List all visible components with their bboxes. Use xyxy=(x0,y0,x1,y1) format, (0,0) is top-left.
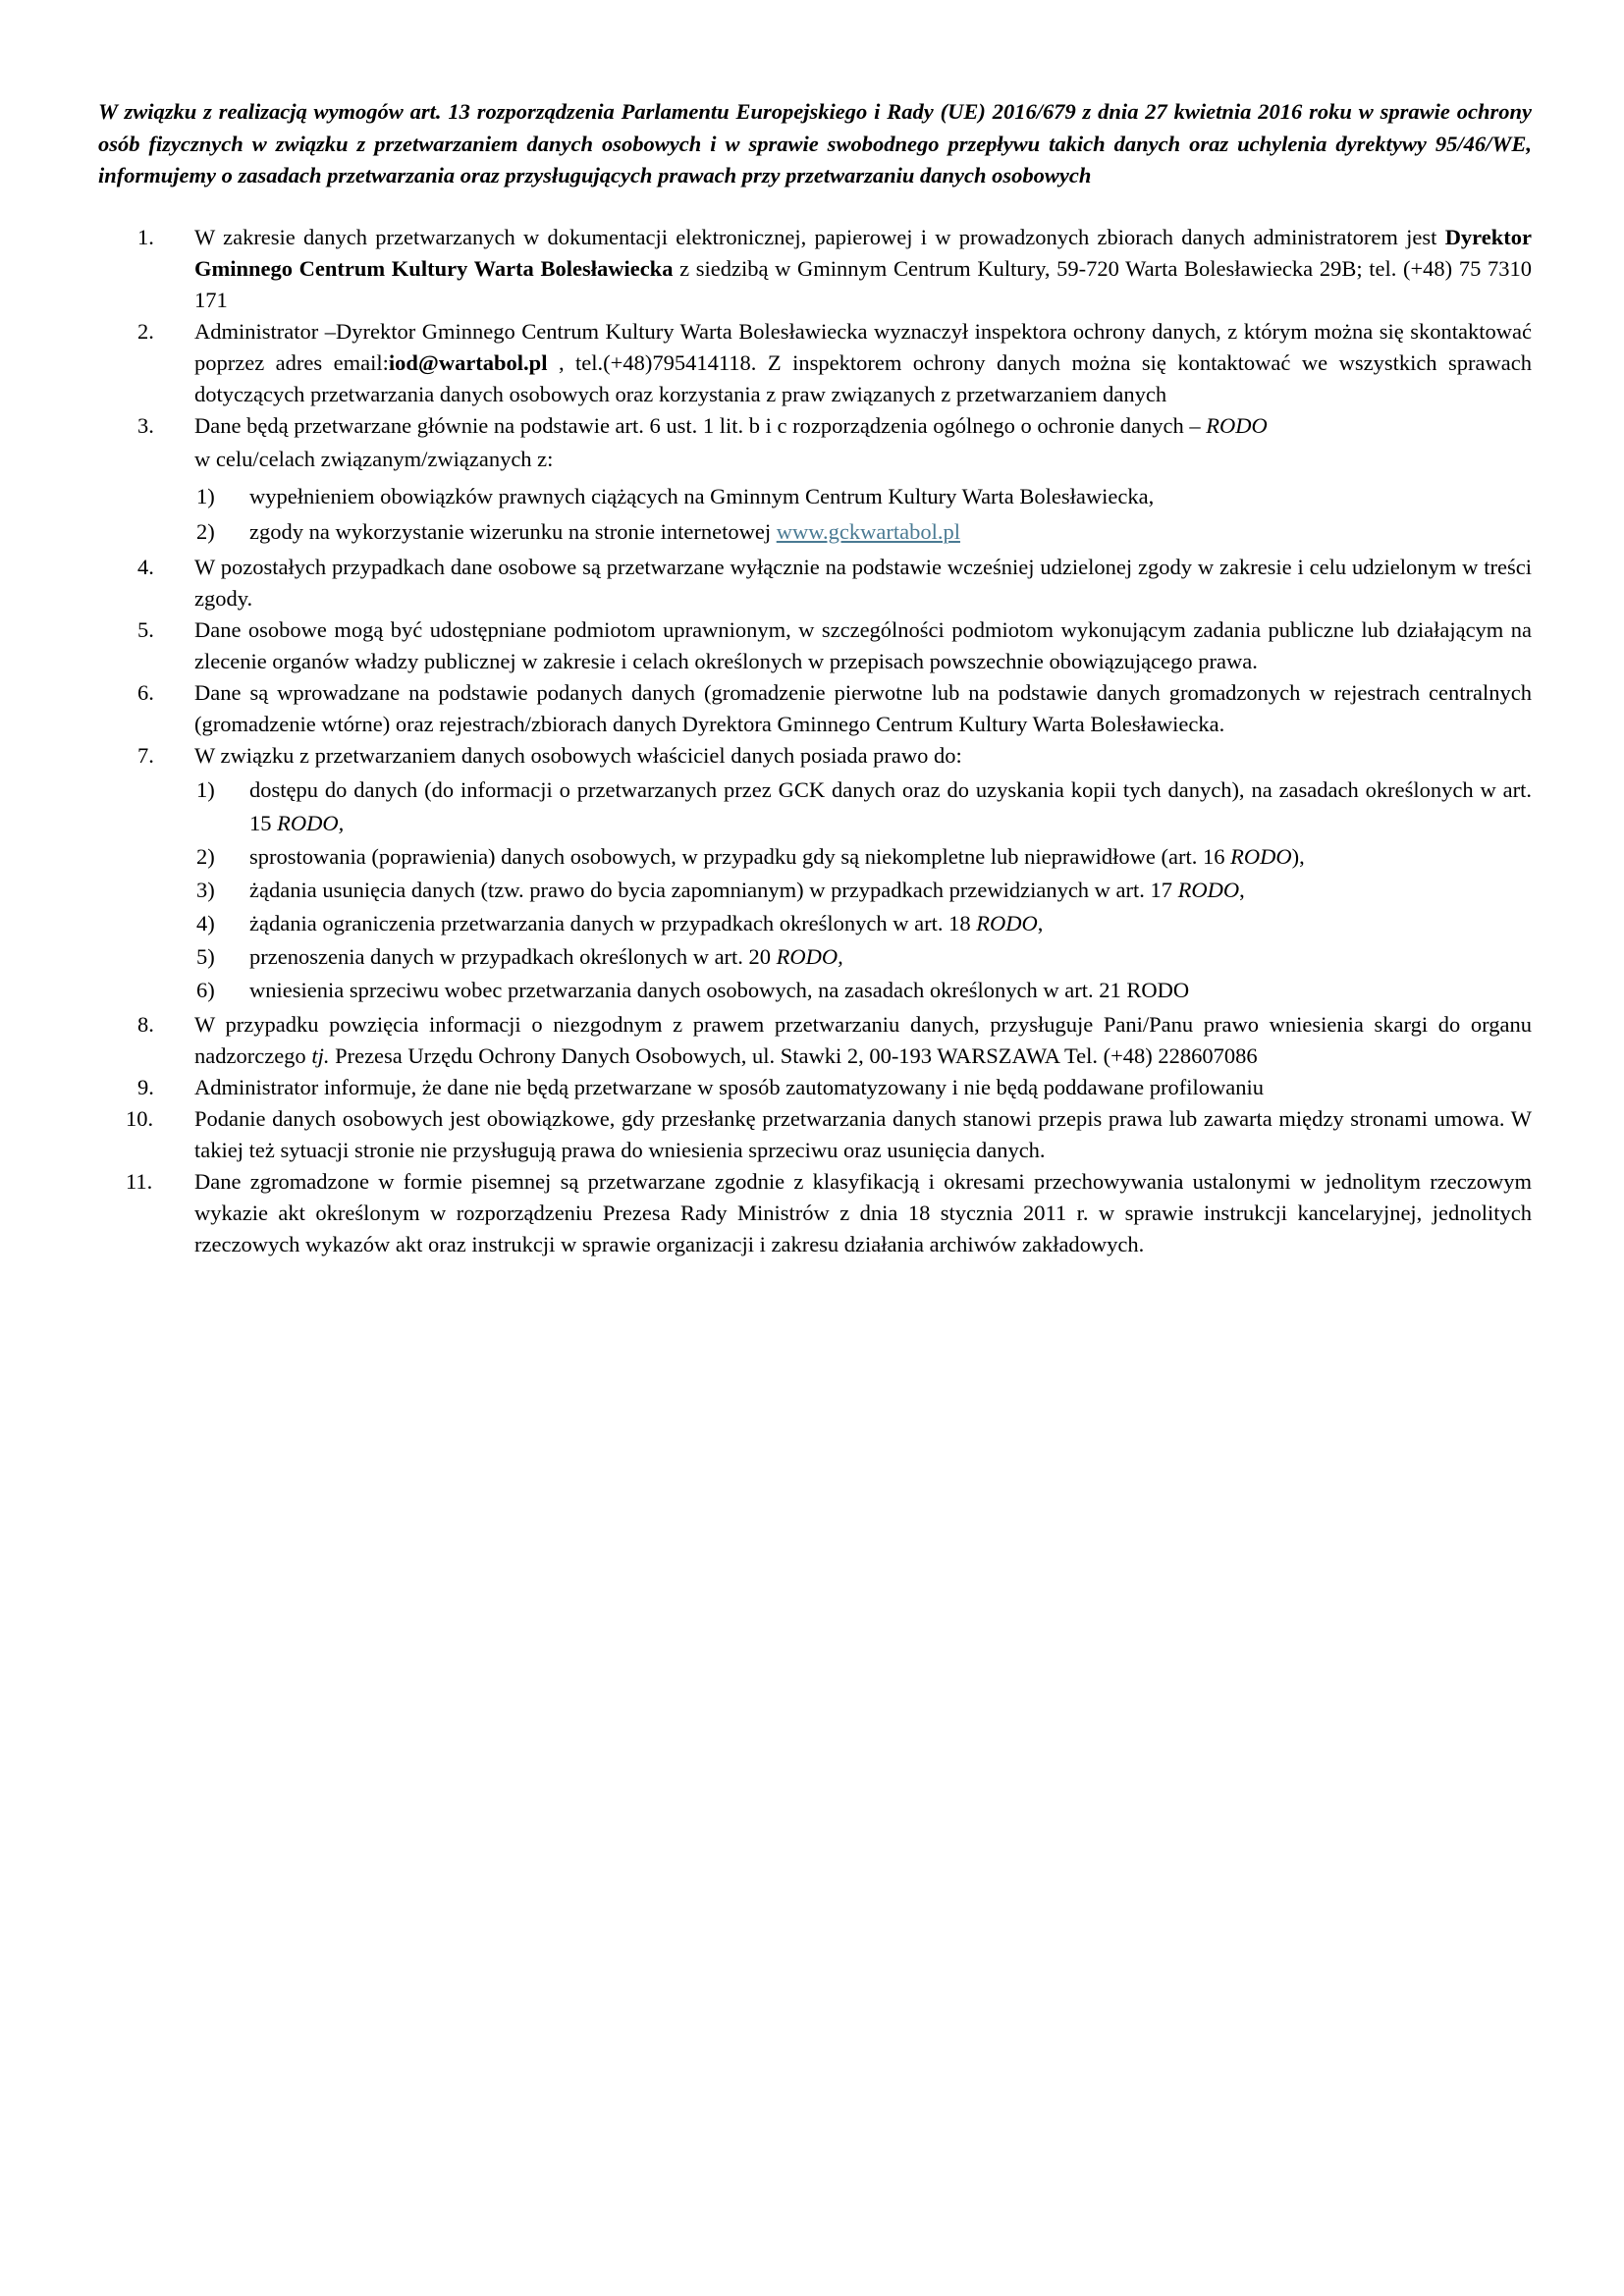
purpose-number: 1) xyxy=(196,483,215,508)
purpose-text: zgody na wykorzystanie wizerunku na stronie internetowej xyxy=(249,518,777,544)
right-item xyxy=(194,974,1532,1007)
administrator-name: Dyrektor Gminnego Centrum Kultury Warta Bolesławiecka xyxy=(194,224,1532,281)
clause-number: 2. xyxy=(137,318,154,344)
clause-text: Dane są wprowadzane na podstawie podanych danych (gromadzenie pierwotne lub na podstawie danych gromadzonych w rejestrach centralnych (gromadzenie wtórne) oraz rejestrach/zbiorach danych Dyrektora Gminnego Centrum Kultury Warta Bolesławiecka. xyxy=(194,679,1532,736)
clause-1 xyxy=(98,222,1532,316)
right-item xyxy=(194,907,1532,940)
right-item xyxy=(194,840,1532,874)
rodo-term: RODO xyxy=(1206,412,1268,438)
right-number: 1) xyxy=(196,776,215,802)
clause-number: 3. xyxy=(137,412,154,438)
clause-text: Prezesa Urzędu Ochrony Danych Osobowych, ul. Stawki 2, 00-193 WARSZAWA Tel. (+48) 228607086 xyxy=(329,1042,1258,1068)
abbreviation: tj. xyxy=(311,1042,330,1068)
clause-text: Administrator informuje, że dane nie będą przetwarzane w sposób zautomatyzowany i nie będą poddawane profilowaniu xyxy=(194,1074,1264,1099)
clause-text: z siedzibą w Gminnym Centrum Kultury, 59-720 Warta Bolesławiecka 29B; tel. (+48) 75 7310 171 xyxy=(194,255,1532,312)
purpose-item xyxy=(194,479,1532,514)
clause-text: Administrator –Dyrektor Gminnego Centrum Kultury Warta Bolesławiecka wyznaczył inspektora ochrony danych, z którym można się skontaktować poprzez adres email: xyxy=(194,318,1532,375)
purpose-number: 2) xyxy=(196,518,215,544)
right-item xyxy=(194,940,1532,974)
clause-text: W zakresie danych przetwarzanych w dokumentacji elektronicznej, papierowej i w prowadzonych zbiorach danych administratorem jest xyxy=(194,224,1445,249)
clause-number: 6. xyxy=(137,679,154,705)
right-text: wniesienia sprzeciwu wobec przetwarzania danych osobowych, na zasadach określonych w art. 21 RODO xyxy=(249,977,1190,1002)
clause-number: 4. xyxy=(137,554,154,579)
right-number: 2) xyxy=(196,843,215,869)
right-item xyxy=(194,874,1532,907)
clause-number: 8. xyxy=(137,1011,154,1037)
clause-list xyxy=(98,222,1532,1260)
right-text: żądania ograniczenia przetwarzania danych w przypadkach określonych w art. 18 xyxy=(249,910,977,935)
iod-email: iod@wartabol.pl xyxy=(388,349,548,375)
right-number: 5) xyxy=(196,943,215,969)
clause-number: 5. xyxy=(137,616,154,642)
clause-text: Podanie danych osobowych jest obowiązkowe, gdy przesłankę przetwarzania danych stanowi przepis prawa lub zawarta między stronami umowa. W takiej też sytuacji stronie nie przysługują prawa do wniesienia sprzeciwu oraz usunięcia danych. xyxy=(194,1105,1532,1162)
purpose-item xyxy=(194,514,1532,550)
clause-2 xyxy=(98,316,1532,410)
rights-list xyxy=(194,774,1532,1007)
clause-number: 11. xyxy=(126,1168,153,1194)
document-page xyxy=(98,96,1532,1260)
clause-4 xyxy=(98,552,1532,614)
intro-paragraph: W związku z realizacją wymogów art. 13 rozporządzenia Parlamentu Europejskiego i Rady (UE) 2016/679 z dnia 27 kwietnia 2016 roku w sprawie ochrony osób fizycznych w związku z przetwarzaniem danych osobowych i w sprawie swobodnego przepływu takich danych oraz uchylenia dyrektywy 95/46/WE, informujemy o zasadach przetwarzania oraz przysługujących prawach przy przetwarzaniu danych osobowych xyxy=(98,99,1532,187)
clause-7 xyxy=(98,740,1532,1007)
clause-10 xyxy=(98,1103,1532,1166)
right-text-suffix: ), xyxy=(1291,843,1305,869)
clause-3 xyxy=(98,410,1532,550)
clause-9 xyxy=(98,1072,1532,1103)
clause-text: Dane osobowe mogą być udostępniane podmiotom uprawnionym, w szczególności podmiotom wykonującym zadania publiczne lub działającym na zlecenie organów władzy publicznej w zakresie i celach określonych w przepisach powszechnie obowiązującego prawa. xyxy=(194,616,1532,673)
clause-11 xyxy=(98,1166,1532,1260)
right-item xyxy=(194,774,1532,840)
clause-text: Dane będą przetwarzane głównie na podstawie art. 6 ust. 1 lit. b i c rozporządzenia ogólnego o ochronie danych – xyxy=(194,412,1207,438)
purpose-list xyxy=(194,479,1532,550)
clause-text: W przypadku powzięcia informacji o niezgodnym z prawem przetwarzaniu danych, przysługuje Pani/Panu prawo wniesienia skargi do organu nadzorczego xyxy=(194,1011,1532,1068)
clause-number: 7. xyxy=(137,742,154,768)
clause-number: 10. xyxy=(126,1105,154,1131)
clause-text: W pozostałych przypadkach dane osobowe są przetwarzane wyłącznie na podstawie wcześniej udzielonej zgody w zakresie i celu udzielonym w treści zgody. xyxy=(194,554,1532,611)
right-number: 4) xyxy=(196,910,215,935)
clause-text: W związku z przetwarzaniem danych osobowych właściciel danych posiada prawo do: xyxy=(194,742,962,768)
purpose-text: wypełnieniem obowiązków prawnych ciążących na Gminnym Centrum Kultury Warta Bolesławiecka, xyxy=(249,483,1155,508)
right-text: sprostowania (poprawienia) danych osobowych, w przypadku gdy są niekompletne lub nieprawidłowe (art. 16 xyxy=(249,843,1231,869)
right-text-suffix: , xyxy=(1239,877,1245,902)
rodo-term: RODO xyxy=(1230,843,1292,869)
right-text: dostępu do danych (do informacji o przetwarzanych przez GCK danych oraz do uzyskania kopii tych danych), na zasadach określonych w art. 15 xyxy=(249,776,1532,835)
right-text: przenoszenia danych w przypadkach określonych w art. 20 xyxy=(249,943,777,969)
clause-number: 9. xyxy=(137,1074,154,1099)
right-number: 3) xyxy=(196,877,215,902)
clause-text: Dane zgromadzone w formie pisemnej są przetwarzane zgodnie z klasyfikacją i okresami przechowywania ustalonymi w jednolitym rzeczowym wykazie akt określonym w rozporządzeniu Prezesa Rady Ministrów z dnia 18 stycznia 2011 r. w sprawie instrukcji kancelaryjnej, jednolitych rzeczowych wykazów akt oraz instrukcji w sprawie organizacji i zakresu działania archiwów zakładowych. xyxy=(194,1168,1532,1256)
clause-number: 1. xyxy=(137,224,154,249)
right-text: żądania usunięcia danych (tzw. prawo do bycia zapomnianym) w przypadkach przewidzianych w art. 17 xyxy=(249,877,1178,902)
clause-6 xyxy=(98,677,1532,740)
right-number: 6) xyxy=(196,977,215,1002)
rodo-term: RODO, xyxy=(776,943,843,969)
clause-8 xyxy=(98,1009,1532,1072)
rodo-term: RODO, xyxy=(277,810,345,835)
rodo-term: RODO xyxy=(1177,877,1240,902)
clause-5 xyxy=(98,614,1532,677)
right-text-suffix: , xyxy=(1037,910,1044,935)
website-link[interactable]: www.gckwartabol.pl xyxy=(776,518,960,544)
clause-text: , tel.(+48)795414118. Z inspektorem ochrony danych można się kontaktować we wszystkich sprawach dotyczących przetwarzania danych osobowych oraz korzystania z praw związanych z przetwarzaniem danych xyxy=(194,349,1532,406)
rodo-term: RODO xyxy=(976,910,1038,935)
clause-text: w celu/celach związanym/związanych z: xyxy=(194,446,554,471)
